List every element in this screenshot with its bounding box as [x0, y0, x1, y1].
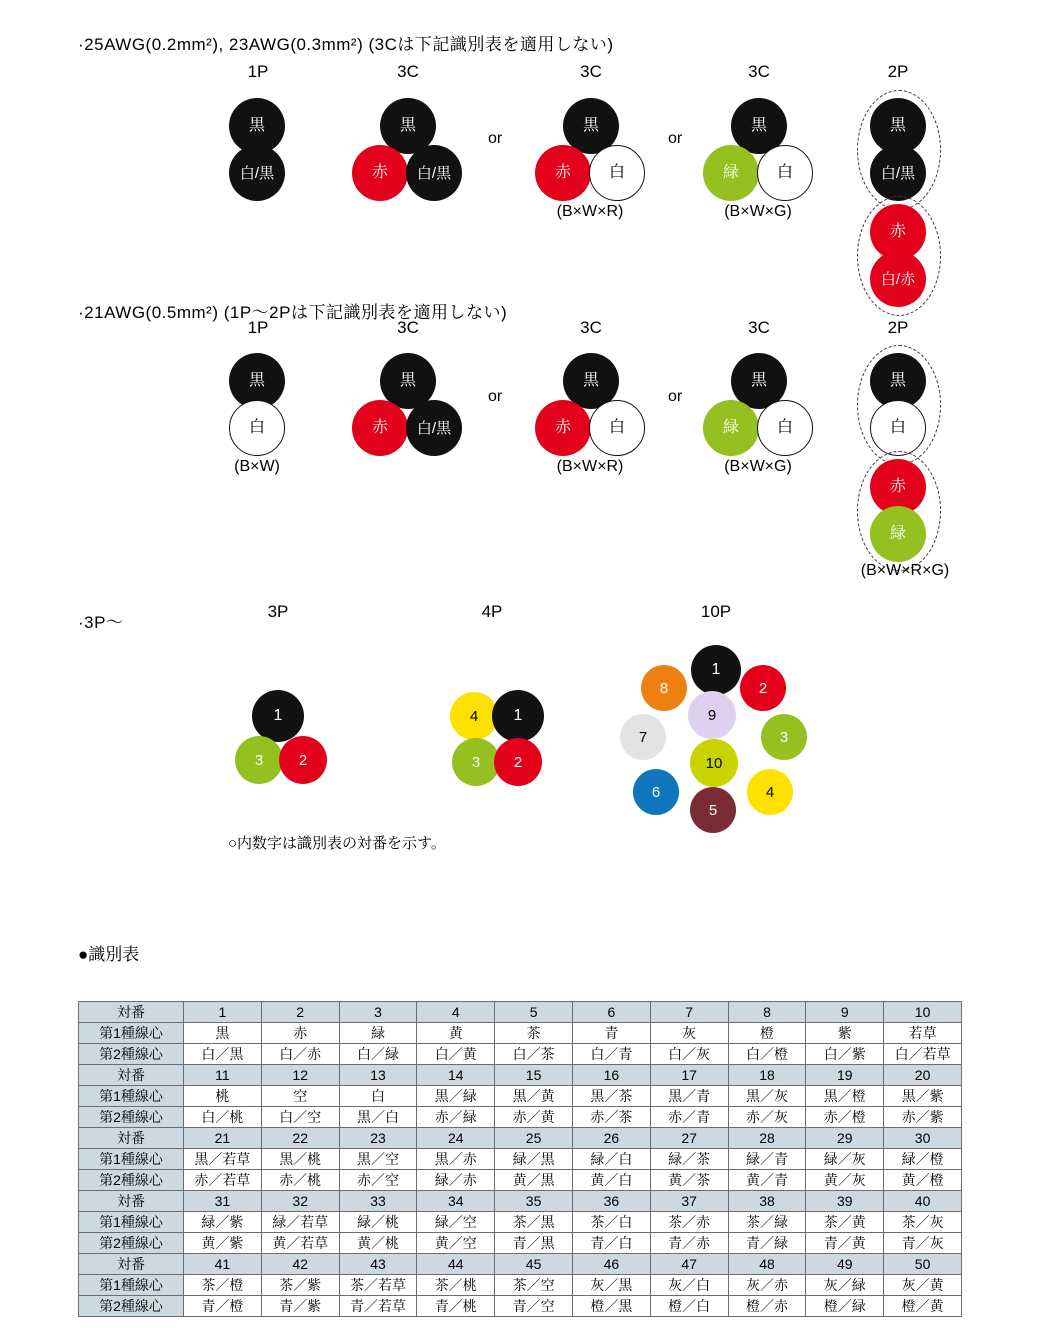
table-cell: 茶／空 — [495, 1275, 573, 1296]
conductor-green: 緑 — [703, 145, 759, 201]
group-label-3c-row1-c: 3C — [748, 62, 770, 81]
conductor-black: 黒 — [563, 353, 619, 409]
table-cell: 赤／黄 — [495, 1107, 573, 1128]
table-cell: 橙 — [728, 1023, 806, 1044]
table-cell: 16 — [572, 1065, 650, 1086]
conductor-black: 黒 — [229, 98, 285, 154]
table-cell: 青／黄 — [806, 1233, 884, 1254]
table-cell: 灰／黒 — [572, 1275, 650, 1296]
table-cell: 27 — [650, 1128, 728, 1149]
table-cell: 緑 — [339, 1023, 417, 1044]
table-row — [79, 1191, 962, 1212]
pair-dot-8: 8 — [641, 665, 687, 711]
table-cell: 若草 — [884, 1023, 962, 1044]
table-cell: 赤／空 — [339, 1170, 417, 1191]
table-cell: 14 — [417, 1065, 495, 1086]
table-cell: 青／桃 — [417, 1296, 495, 1317]
table-cell: 35 — [495, 1191, 573, 1212]
table-row — [79, 1149, 962, 1170]
table-row — [79, 1002, 962, 1023]
table-cell: 赤／青 — [650, 1107, 728, 1128]
table-cell: 橙／緑 — [806, 1296, 884, 1317]
table-cell: 黒／若草 — [184, 1149, 262, 1170]
table-cell: 緑／黒 — [495, 1149, 573, 1170]
table-cell: 34 — [417, 1191, 495, 1212]
conductor-red: 赤 — [870, 459, 926, 515]
pair-dot-7: 7 — [620, 714, 666, 760]
table-cell: 黒／桃 — [261, 1149, 339, 1170]
table-cell: 18 — [728, 1065, 806, 1086]
group-label-3c-row1-b: 3C — [580, 62, 602, 81]
table-cell: 緑／茶 — [650, 1149, 728, 1170]
pair-dot-2: 2 — [740, 665, 786, 711]
table-cell: 緑／橙 — [884, 1149, 962, 1170]
table-row-header: 第1種線心 — [79, 1275, 184, 1296]
pair-dot-2: 2 — [494, 738, 542, 786]
table-cell: 白／若草 — [884, 1044, 962, 1065]
table-cell: 48 — [728, 1254, 806, 1275]
table-cell: 緑／桃 — [339, 1212, 417, 1233]
table-cell: 赤／茶 — [572, 1107, 650, 1128]
table-cell: 黄／橙 — [884, 1170, 962, 1191]
table-cell: 緑／若草 — [261, 1212, 339, 1233]
table-cell: 青／若草 — [339, 1296, 417, 1317]
conductor-red: 赤 — [535, 145, 591, 201]
conductor-white-black: 白/黒 — [406, 145, 462, 201]
table-cell: 24 — [417, 1128, 495, 1149]
conductor-black: 黒 — [731, 353, 787, 409]
table-cell: 白／橙 — [728, 1044, 806, 1065]
table-cell: 20 — [884, 1065, 962, 1086]
table-cell: 緑／白 — [572, 1149, 650, 1170]
table-cell: 6 — [572, 1002, 650, 1023]
table-row — [79, 1275, 962, 1296]
table-cell: 赤／橙 — [806, 1107, 884, 1128]
table-cell: 黒／青 — [650, 1086, 728, 1107]
table-cell: 白／緑 — [339, 1044, 417, 1065]
table-cell: 黒／紫 — [884, 1086, 962, 1107]
group-label-3c-row2-c: 3C — [748, 318, 770, 337]
table-cell: 橙／赤 — [728, 1296, 806, 1317]
group-label-3c-row2-b: 3C — [580, 318, 602, 337]
conductor-white-black: 白/黒 — [406, 400, 462, 456]
table-cell: 赤／若草 — [184, 1170, 262, 1191]
table-cell: 白／空 — [261, 1107, 339, 1128]
group-label-3c-row1-a: 3C — [397, 62, 419, 81]
table-cell: 46 — [572, 1254, 650, 1275]
table-cell: 白／青 — [572, 1044, 650, 1065]
table-cell: 茶／白 — [572, 1212, 650, 1233]
table-cell: 茶／赤 — [650, 1212, 728, 1233]
table-row-header: 第2種線心 — [79, 1107, 184, 1128]
conductor-white: 白 — [757, 400, 813, 456]
table-row — [79, 1086, 962, 1107]
table-cell: 43 — [339, 1254, 417, 1275]
table-cell: 緑／青 — [728, 1149, 806, 1170]
table-cell: 白／灰 — [650, 1044, 728, 1065]
conductor-black: 黒 — [563, 98, 619, 154]
table-cell: 37 — [650, 1191, 728, 1212]
table-cell: 赤／灰 — [728, 1107, 806, 1128]
table-row-header: 対番 — [79, 1254, 184, 1275]
table-cell: 黒 — [184, 1023, 262, 1044]
conductor-red: 赤 — [870, 204, 926, 260]
table-cell: 28 — [728, 1128, 806, 1149]
group-label-1p-row1: 1P — [247, 62, 269, 81]
table-row — [79, 1296, 962, 1317]
table-cell: 青／紫 — [261, 1296, 339, 1317]
table-cell: 青／灰 — [884, 1233, 962, 1254]
section-title-25awg: ·25AWG(0.2mm²), 23AWG(0.3mm²) (3Cは下記識別表を適用しない) — [78, 35, 614, 54]
or-label: or — [668, 388, 683, 405]
conductor-red: 赤 — [352, 145, 408, 201]
table-row-header: 第2種線心 — [79, 1044, 184, 1065]
table-cell: 4 — [417, 1002, 495, 1023]
group-label-2p-row2: 2P — [887, 318, 909, 337]
pair-dot-3: 3 — [235, 736, 283, 784]
table-row-header: 対番 — [79, 1191, 184, 1212]
conductor-white: 白 — [589, 145, 645, 201]
table-cell: 19 — [806, 1065, 884, 1086]
section-title-3p: ·3P〜 — [78, 613, 124, 632]
conductor-black: 黒 — [870, 353, 926, 409]
group-label-4p: 4P — [481, 602, 503, 621]
table-cell: 茶／灰 — [884, 1212, 962, 1233]
table-row — [79, 1107, 962, 1128]
table-cell: 5 — [495, 1002, 573, 1023]
table-row-header: 第1種線心 — [79, 1212, 184, 1233]
table-cell: 紫 — [806, 1023, 884, 1044]
table-cell: 黄／茶 — [650, 1170, 728, 1191]
table-cell: 44 — [417, 1254, 495, 1275]
table-cell: 42 — [261, 1254, 339, 1275]
table-row-header: 対番 — [79, 1065, 184, 1086]
table-cell: 茶／黄 — [806, 1212, 884, 1233]
table-cell: 白／紫 — [806, 1044, 884, 1065]
table-cell: 茶／黒 — [495, 1212, 573, 1233]
or-label: or — [488, 388, 503, 405]
table-row-header: 第2種線心 — [79, 1233, 184, 1254]
pair-dot-6: 6 — [633, 769, 679, 815]
table-cell: 40 — [884, 1191, 962, 1212]
table-cell: 8 — [728, 1002, 806, 1023]
table-row — [79, 1023, 962, 1044]
table-cell: 茶／橙 — [184, 1275, 262, 1296]
table-cell: 茶／桃 — [417, 1275, 495, 1296]
group-label-3p: 3P — [267, 602, 289, 621]
table-cell: 38 — [728, 1191, 806, 1212]
table-cell: 32 — [261, 1191, 339, 1212]
group-label-3c-row2-a: 3C — [397, 318, 419, 337]
table-cell: 白 — [339, 1086, 417, 1107]
table-cell: 灰／緑 — [806, 1275, 884, 1296]
table-cell: 11 — [184, 1065, 262, 1086]
pair-dot-4: 4 — [450, 692, 498, 740]
conductor-black: 黒 — [870, 98, 926, 154]
table-cell: 黒／灰 — [728, 1086, 806, 1107]
table-cell: 黄／白 — [572, 1170, 650, 1191]
conductor-white: 白 — [870, 400, 926, 456]
table-cell: 47 — [650, 1254, 728, 1275]
table-cell: 青／橙 — [184, 1296, 262, 1317]
table-cell: 黄／灰 — [806, 1170, 884, 1191]
combo-label-bwg: (B×W×G) — [724, 458, 792, 475]
table-cell: 茶 — [495, 1023, 573, 1044]
table-cell: 赤／桃 — [261, 1170, 339, 1191]
group-label-1p-row2: 1P — [247, 318, 269, 337]
table-row — [79, 1065, 962, 1086]
table-cell: 黒／白 — [339, 1107, 417, 1128]
pair-dot-1: 1 — [252, 690, 304, 742]
table-cell: 39 — [806, 1191, 884, 1212]
conductor-green: 緑 — [870, 506, 926, 562]
table-cell: 緑／紫 — [184, 1212, 262, 1233]
table-cell: 灰／赤 — [728, 1275, 806, 1296]
table-cell: 45 — [495, 1254, 573, 1275]
pair-dot-5: 5 — [690, 787, 736, 833]
table-cell: 25 — [495, 1128, 573, 1149]
table-cell: 灰／白 — [650, 1275, 728, 1296]
table-cell: 36 — [572, 1191, 650, 1212]
table-cell: 2 — [261, 1002, 339, 1023]
conductor-white: 白 — [229, 400, 285, 456]
combo-label-bwr: (B×W×R) — [556, 203, 624, 220]
table-row-header: 対番 — [79, 1002, 184, 1023]
table-cell: 青／空 — [495, 1296, 573, 1317]
pair-dot-3: 3 — [452, 738, 500, 786]
table-row-header: 第1種線心 — [79, 1149, 184, 1170]
table-cell: 黄／空 — [417, 1233, 495, 1254]
id-table-title: ●識別表 — [78, 945, 140, 964]
table-cell: 白／赤 — [261, 1044, 339, 1065]
conductor-black: 黒 — [731, 98, 787, 154]
table-cell: 黒／茶 — [572, 1086, 650, 1107]
pair-dot-4: 4 — [747, 769, 793, 815]
table-cell: 黒／空 — [339, 1149, 417, 1170]
table-row — [79, 1212, 962, 1233]
pair-dot-3: 3 — [761, 714, 807, 760]
table-cell: 黄／紫 — [184, 1233, 262, 1254]
pair-dot-9: 9 — [688, 691, 736, 739]
table-cell: 41 — [184, 1254, 262, 1275]
table-cell: 21 — [184, 1128, 262, 1149]
table-cell: 33 — [339, 1191, 417, 1212]
combo-label-bwg: (B×W×G) — [724, 203, 792, 220]
table-cell: 白／黒 — [184, 1044, 262, 1065]
table-cell: 3 — [339, 1002, 417, 1023]
table-cell: 赤／緑 — [417, 1107, 495, 1128]
table-cell: 26 — [572, 1128, 650, 1149]
table-row — [79, 1254, 962, 1275]
table-cell: 黒／橙 — [806, 1086, 884, 1107]
table-cell: 青 — [572, 1023, 650, 1044]
conductor-black: 黒 — [380, 98, 436, 154]
table-cell: 青／緑 — [728, 1233, 806, 1254]
table-row-header: 第1種線心 — [79, 1086, 184, 1107]
combo-label-bwrg: (B×W×R×G) — [860, 562, 950, 579]
table-cell: 黄／桃 — [339, 1233, 417, 1254]
table-cell: 緑／赤 — [417, 1170, 495, 1191]
table-cell: 15 — [495, 1065, 573, 1086]
conductor-white-black: 白/黒 — [870, 145, 926, 201]
table-cell: 白／桃 — [184, 1107, 262, 1128]
table-cell: 9 — [806, 1002, 884, 1023]
table-row — [79, 1233, 962, 1254]
or-label: or — [668, 130, 683, 147]
combo-label-bwr: (B×W×R) — [556, 458, 624, 475]
table-cell: 17 — [650, 1065, 728, 1086]
table-cell: 茶／若草 — [339, 1275, 417, 1296]
table-row-header: 第2種線心 — [79, 1296, 184, 1317]
table-cell: 10 — [884, 1002, 962, 1023]
group-label-2p-row1: 2P — [887, 62, 909, 81]
conductor-black: 黒 — [380, 353, 436, 409]
table-row — [79, 1128, 962, 1149]
table-cell: 茶／緑 — [728, 1212, 806, 1233]
table-cell: 黒／赤 — [417, 1149, 495, 1170]
table-cell: 赤／紫 — [884, 1107, 962, 1128]
table-cell: 橙／黄 — [884, 1296, 962, 1317]
conductor-red: 赤 — [535, 400, 591, 456]
table-cell: 黒／黄 — [495, 1086, 573, 1107]
table-cell: 緑／灰 — [806, 1149, 884, 1170]
table-cell: 青／赤 — [650, 1233, 728, 1254]
pair-dot-2: 2 — [279, 736, 327, 784]
table-cell: 黄／黒 — [495, 1170, 573, 1191]
conductor-green: 緑 — [703, 400, 759, 456]
table-cell: 茶／紫 — [261, 1275, 339, 1296]
table-cell: 22 — [261, 1128, 339, 1149]
conductor-white-red: 白/赤 — [870, 251, 926, 307]
table-cell: 黄／青 — [728, 1170, 806, 1191]
table-cell: 黄／若草 — [261, 1233, 339, 1254]
table-cell: 白／茶 — [495, 1044, 573, 1065]
table-cell: 50 — [884, 1254, 962, 1275]
diagram-note: ○内数字は識別表の対番を示す。 — [228, 835, 446, 852]
table-cell: 1 — [184, 1002, 262, 1023]
table-cell: 灰 — [650, 1023, 728, 1044]
conductor-black: 黒 — [229, 353, 285, 409]
table-cell: 空 — [261, 1086, 339, 1107]
table-cell: 黒／緑 — [417, 1086, 495, 1107]
id-table — [78, 1001, 962, 1317]
table-cell: 49 — [806, 1254, 884, 1275]
table-row-header: 第1種線心 — [79, 1023, 184, 1044]
conductor-white-black: 白/黒 — [229, 145, 285, 201]
pair-dot-1: 1 — [492, 690, 544, 742]
table-cell: 青／白 — [572, 1233, 650, 1254]
table-cell: 31 — [184, 1191, 262, 1212]
table-cell: 黄 — [417, 1023, 495, 1044]
table-cell: 緑／空 — [417, 1212, 495, 1233]
table-cell: 30 — [884, 1128, 962, 1149]
table-cell: 29 — [806, 1128, 884, 1149]
table-cell: 23 — [339, 1128, 417, 1149]
table-row — [79, 1170, 962, 1191]
table-cell: 青／黒 — [495, 1233, 573, 1254]
table-cell: 灰／黄 — [884, 1275, 962, 1296]
table-row-header: 第2種線心 — [79, 1170, 184, 1191]
pair-dot-1: 1 — [691, 645, 741, 695]
table-cell: 白／黄 — [417, 1044, 495, 1065]
combo-label-bw: (B×W) — [234, 458, 280, 475]
pair-dot-10: 10 — [690, 739, 738, 787]
table-cell: 12 — [261, 1065, 339, 1086]
table-cell: 13 — [339, 1065, 417, 1086]
conductor-white: 白 — [757, 145, 813, 201]
table-cell: 赤 — [261, 1023, 339, 1044]
section-title-21awg: ·21AWG(0.5mm²) (1P〜2Pは下記識別表を適用しない) — [78, 303, 508, 322]
table-cell: 橙／黒 — [572, 1296, 650, 1317]
conductor-white: 白 — [589, 400, 645, 456]
conductor-red: 赤 — [352, 400, 408, 456]
or-label: or — [488, 130, 503, 147]
group-label-10p: 10P — [700, 602, 732, 621]
table-row-header: 対番 — [79, 1128, 184, 1149]
table-cell: 橙／白 — [650, 1296, 728, 1317]
table-row — [79, 1044, 962, 1065]
table-cell: 7 — [650, 1002, 728, 1023]
table-cell: 桃 — [184, 1086, 262, 1107]
